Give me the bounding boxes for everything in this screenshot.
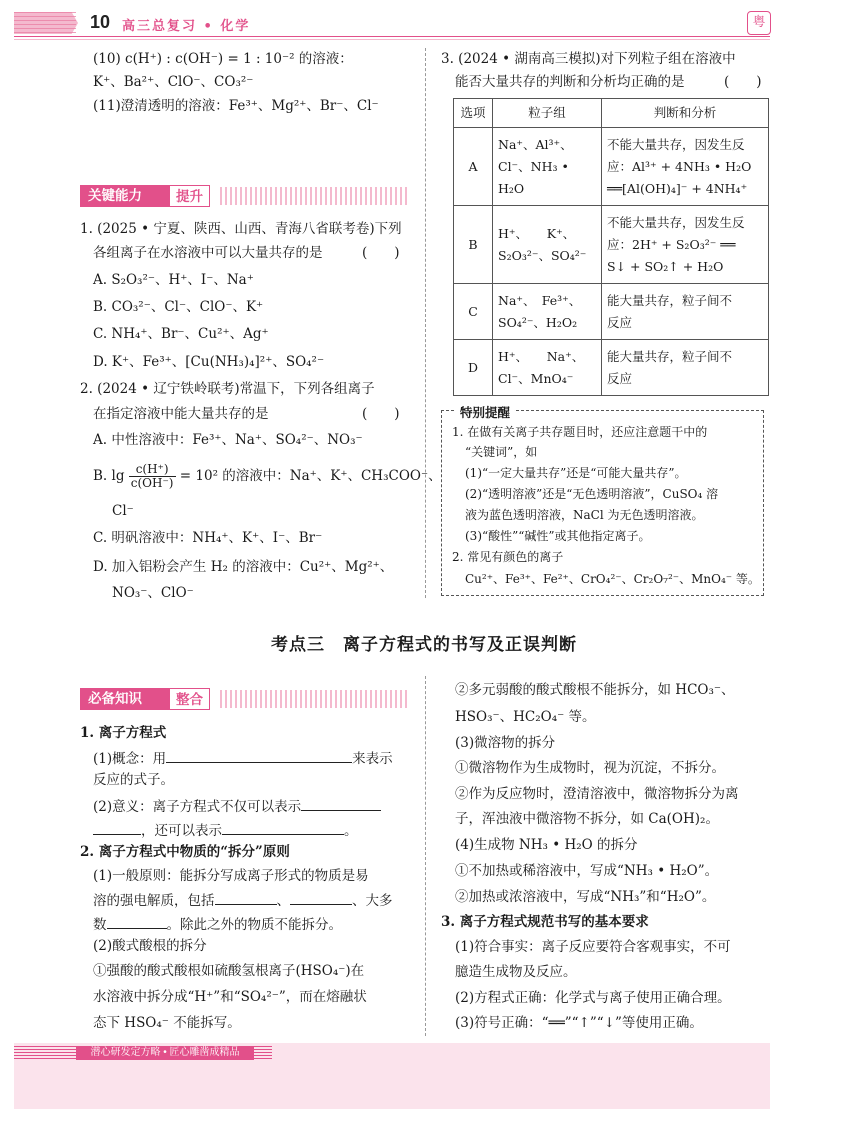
rb-line-9: ②加热或浓溶液中，写成“NH₃”和“H₂O”。 <box>455 889 716 905</box>
q2-option-d-2: NO₃⁻、ClO⁻ <box>112 585 194 601</box>
blank-7 <box>107 914 167 929</box>
lb-line-10: 水溶液中拆分成“H⁺”和“SO₄²⁻”，而在熔融状 <box>93 989 367 1005</box>
header-title: 高三总复习 • 化学 <box>122 19 251 34</box>
column-divider-top <box>425 48 426 598</box>
blank-2 <box>301 796 381 811</box>
header-rule-2 <box>14 39 770 40</box>
row-d-analysis <box>602 340 769 396</box>
rb-line-2: HSO₃⁻、HC₂O₄⁻ 等。 <box>455 709 596 725</box>
lb-line-6c: 、大多 <box>352 893 393 909</box>
q3-stem-2: 能否大量共存的判断和分析均正确的是 <box>455 74 685 90</box>
row-a-analysis-3: ══[Al(OH)₄]⁻ + 4NH₄⁺ <box>607 180 748 196</box>
rb-line-4: ①微溶物作为生成物时，视为沉淀，不拆分。 <box>455 760 725 776</box>
rb-heading-3: 3. 离子方程式规范书写的基本要求 <box>441 914 649 930</box>
lb-line-4 <box>93 820 358 840</box>
tip-line-7: 2. 常见有颜色的离子 <box>452 550 564 564</box>
row-c-option: C <box>454 284 493 340</box>
th-analysis: 判断和分析 <box>602 99 769 128</box>
footer-slogan: 潜心研发定方略 • 匠心雕凿成精品 <box>76 1046 254 1060</box>
banner2-left: 必备知识 <box>80 688 170 710</box>
lb-heading-1: 1. 离子方程式 <box>80 725 167 741</box>
lb-line-3 <box>93 796 381 816</box>
region-badge: 粤 <box>747 11 771 35</box>
q2-option-c: C. 明矾溶液中：NH₄⁺、K⁺、I⁻、Br⁻ <box>93 530 323 546</box>
row-c-analysis-1: 能大量共存，粒子间不 <box>607 292 733 308</box>
th-option: 选项 <box>454 99 493 128</box>
blank-1 <box>166 748 352 763</box>
tip-line-2: “关键词”，如 <box>465 445 538 459</box>
rb-line-11: 臆造生成物及反应。 <box>455 964 577 980</box>
banner2-right: 整合 <box>170 688 210 710</box>
q2-b-numerator: c(H⁺) <box>129 463 176 477</box>
q1-option-d: D. K⁺、Fe³⁺、[Cu(NH₃)₄]²⁺、SO₄²⁻ <box>93 354 325 370</box>
lb-line-1b: 来表示 <box>352 751 393 767</box>
footer-stripes-left <box>14 1046 76 1060</box>
table-row <box>454 340 769 396</box>
q1-option-c: C. NH₄⁺、Br⁻、Cu²⁺、Ag⁺ <box>93 326 269 342</box>
lb-line-9: ①强酸的酸式酸根如硫酸氢根离子(HSO₄⁻)在 <box>93 963 365 979</box>
q1-paren: ( ) <box>362 245 400 261</box>
lb-heading-2: 2. 离子方程式中物质的“拆分”原则 <box>80 844 290 860</box>
rb-line-12: (2)方程式正确：化学式与离子使用正确合理。 <box>455 990 731 1006</box>
rb-line-10: (1)符合事实：离子反应要符合客观事实，不可 <box>455 939 731 955</box>
row-c-ions-1: Na⁺、 Fe³⁺、 <box>498 292 582 308</box>
q2-stem-2: 在指定溶液中能大量共存的是 <box>93 406 269 422</box>
q3-stem-1: 3. (2024 • 湖南高三模拟)对下列粒子组在溶液中 <box>441 51 736 67</box>
lb-line-4c: 。 <box>344 823 358 839</box>
q2-option-d-1: D. 加入铝粉会产生 H₂ 的溶液中：Cu²⁺、Mg²⁺、 <box>93 559 394 575</box>
lb-line-5: (1)一般原则：能拆分写成离子形式的物质是易 <box>93 868 369 884</box>
header-rule <box>14 36 770 37</box>
tip-line-5: 液为蓝色透明溶液，NaCl 为无色透明溶液。 <box>465 508 704 522</box>
row-a-option: A <box>454 128 493 206</box>
tip-line-8: Cu²⁺、Fe³⁺、Fe²⁺、CrO₄²⁻、Cr₂O₇²⁻、MnO₄⁻ 等。 <box>465 572 760 586</box>
q2-b-prefix: B. lg <box>93 468 125 484</box>
row-a-analysis <box>602 128 769 206</box>
q2-b-suffix: = 10² 的溶液中：Na⁺、K⁺、CH₃COO⁻、 <box>179 468 442 484</box>
lb-line-2: 反应的式子。 <box>93 772 174 788</box>
banner-right: 提升 <box>170 185 210 207</box>
page-number: 10 <box>90 12 111 32</box>
q1-option-b: B. CO₃²⁻、Cl⁻、ClO⁻、K⁺ <box>93 299 264 315</box>
row-a-ions-2: Cl⁻、NH₃ • H₂O <box>498 158 569 196</box>
rb-line-3: (3)微溶物的拆分 <box>455 735 556 751</box>
header-stripes <box>14 12 76 34</box>
lb-line-11: 态下 HSO₄⁻ 不能拆写。 <box>93 1015 241 1031</box>
item-10-line2: K⁺、Ba²⁺、ClO⁻、CO₃²⁻ <box>93 74 254 90</box>
row-d-ions-1: H⁺、 Na⁺、 <box>498 348 585 364</box>
q3-table <box>453 98 769 396</box>
row-a-ions <box>493 128 602 206</box>
lb-line-1a: (1)概念：用 <box>93 751 167 767</box>
row-d-option: D <box>454 340 493 396</box>
lb-line-7a: 数 <box>93 917 107 933</box>
table-row <box>454 128 769 206</box>
tip-title: 特别提醒 <box>456 403 514 421</box>
row-b-ions <box>493 206 602 284</box>
banner-left: 关键能力 <box>80 185 170 207</box>
banner-key-ability <box>80 185 410 207</box>
table-row <box>454 206 769 284</box>
row-c-analysis-2: 反应 <box>607 314 633 330</box>
row-c-analysis <box>602 284 769 340</box>
row-d-analysis-1: 能大量共存，粒子间不 <box>607 348 733 364</box>
q2-b-fraction <box>129 463 176 490</box>
blank-4 <box>222 820 344 835</box>
section-title: 考点三 离子方程式的书写及正误判断 <box>271 635 577 655</box>
table-row <box>454 284 769 340</box>
blank-5 <box>215 890 277 905</box>
q2-stem-1: 2. (2024 • 辽宁铁岭联考)常温下，下列各组离子 <box>80 381 375 397</box>
tip-line-4: (2)“透明溶液”还是“无色透明溶液”，CuSO₄ 溶 <box>465 487 719 501</box>
rb-line-1: ②多元弱酸的酸式酸根不能拆分，如 HCO₃⁻、 <box>455 682 735 698</box>
lb-line-3a: (2)意义：离子方程式不仅可以表示 <box>93 799 302 815</box>
q3-paren: ( ) <box>724 74 762 90</box>
row-b-analysis <box>602 206 769 284</box>
q1-option-a: A. S₂O₃²⁻、H⁺、I⁻、Na⁺ <box>93 272 254 288</box>
row-a-ions-1: Na⁺、Al³⁺、 <box>498 136 573 152</box>
tip-line-1: 1. 在做有关离子共存题目时，还应注意题干中的 <box>452 425 708 439</box>
q1-stem-2: 各组离子在水溶液中可以大量共存的是 <box>93 245 323 261</box>
q2-option-b <box>93 458 442 494</box>
th-particles: 粒子组 <box>493 99 602 128</box>
q2-b-denominator: c(OH⁻) <box>130 476 174 490</box>
row-d-analysis-2: 反应 <box>607 370 633 386</box>
q2-option-a: A. 中性溶液中：Fe³⁺、Na⁺、SO₄²⁻、NO₃⁻ <box>93 432 363 448</box>
banner-essential-knowledge <box>80 688 410 710</box>
row-b-ions-2: S₂O₃²⁻、SO₄²⁻ <box>498 247 587 263</box>
q1-stem-1: 1. (2025 • 宁夏、陕西、山西、青海八省联考卷)下列 <box>80 221 402 237</box>
q2-paren: ( ) <box>362 406 400 422</box>
row-c-ions-2: SO₄²⁻、H₂O₂ <box>498 314 578 330</box>
lb-line-7b: 。除此之外的物质不能拆分。 <box>166 917 342 933</box>
row-b-analysis-3: S↓ + SO₂↑ + H₂O <box>607 258 724 274</box>
row-b-analysis-2: 应：2H⁺ + S₂O₃²⁻ ══ <box>607 236 736 252</box>
row-c-ions <box>493 284 602 340</box>
item-10-line1: (10) c(H⁺) : c(OH⁻) = 1 : 10⁻² 的溶液： <box>93 51 353 67</box>
lb-line-6b: 、 <box>276 893 290 909</box>
lb-line-7 <box>93 914 342 934</box>
lb-line-6 <box>93 890 393 910</box>
blank-3 <box>93 820 141 835</box>
row-b-analysis-1: 不能大量共存，因发生反 <box>607 214 745 230</box>
row-a-analysis-1: 不能大量共存，因发生反 <box>607 136 745 152</box>
rb-line-6: 子，浑浊液中微溶物不拆分，如 Ca(OH)₂。 <box>455 811 719 827</box>
q2-option-b-cont: Cl⁻ <box>112 503 134 519</box>
rb-line-13: (3)符号正确：“══”“↑”“↓”等使用正确。 <box>455 1015 703 1031</box>
lb-line-6a: 溶的强电解质，包括 <box>93 893 215 909</box>
lb-line-1 <box>93 748 393 768</box>
row-b-ions-1: H⁺、 K⁺、 <box>498 225 576 241</box>
tip-line-3: (1)“一定大量共存”还是“可能大量共存”。 <box>465 466 687 480</box>
row-d-ions <box>493 340 602 396</box>
rb-line-5: ②作为反应物时，澄清溶液中，微溶物拆分为离 <box>455 786 739 802</box>
blank-6 <box>290 890 352 905</box>
rb-line-7: (4)生成物 NH₃ • H₂O 的拆分 <box>455 837 638 853</box>
item-11: (11)澄清透明的溶液：Fe³⁺、Mg²⁺、Br⁻、Cl⁻ <box>93 98 379 114</box>
row-a-analysis-2: 应：Al³⁺ + 4NH₃ • H₂O <box>607 158 752 174</box>
column-divider-bottom <box>425 676 426 1036</box>
row-d-ions-2: Cl⁻、MnO₄⁻ <box>498 370 574 386</box>
lb-line-4b: ，还可以表示 <box>141 823 222 839</box>
row-b-option: B <box>454 206 493 284</box>
footer-stripes-right <box>254 1046 272 1060</box>
tip-line-6: (3)“酸性”“碱性”或其他指定离子。 <box>465 529 651 543</box>
lb-line-8: (2)酸式酸根的拆分 <box>93 938 207 954</box>
table-header-row <box>454 99 769 128</box>
rb-line-8: ①不加热或稀溶液中，写成“NH₃ • H₂O”。 <box>455 863 719 879</box>
